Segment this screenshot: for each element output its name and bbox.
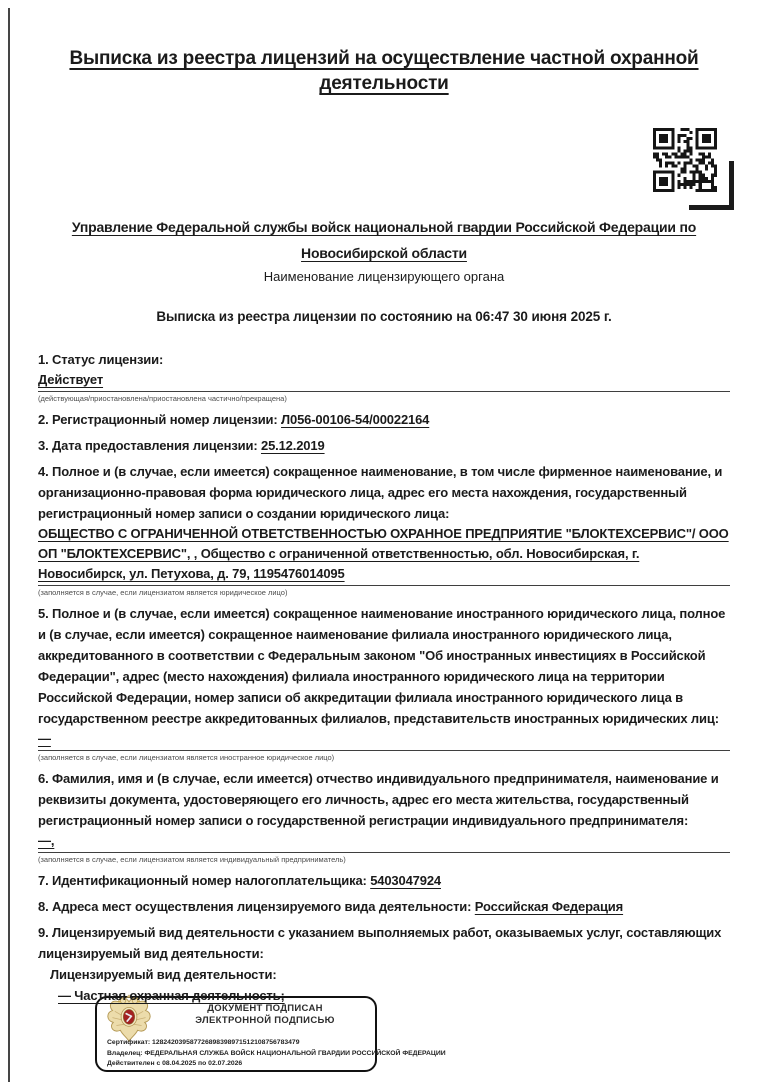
page-title: Выписка из реестра лицензий на осуществление частной охранной деятельности [69,48,699,94]
legal-entity-note: (заполняется в случае, если лицензиатом является юридическое лицо) [38,588,288,597]
addresses-value: Российская Федерация [474,899,624,914]
grant-date-label: 3. Дата предоставления лицензии: [38,438,258,453]
issuer-caption: Наименование лицензирующего органа [263,269,505,284]
activity-value: — Частная охранная деятельность; [58,988,285,1003]
individual-note: (заполняется в случае, если лицензиатом является индивидуальный предприниматель) [38,855,346,864]
item-activity [38,922,730,1006]
stamp-title-line2: ЭЛЕКТРОННОЙ ПОДПИСЬЮ [195,1015,335,1026]
extract-statement: Выписка из реестра лицензии по состоянию на 06:47 30 июня 2025 г. [156,309,612,324]
stamp-info [107,1038,446,1070]
stamp-certificate: Сертификат: 128242039587726898398971512108756783479 [107,1039,300,1046]
status-note: (действующая/приостановлена/приостановлена частично/прекращена) [38,394,287,403]
item-addresses [38,896,730,917]
legal-entity-value-line [38,524,730,586]
issuer-name: Управление Федеральной службы войск национальной гвардии Российской Федерации по Новосибирской области [71,219,697,261]
item-legal-entity [38,461,730,598]
page-left-border [8,8,10,1082]
foreign-entity-value: — [38,731,51,746]
activity-sub-label: Лицензируемый вид деятельности: [50,967,277,982]
foreign-entity-label: 5. Полное и (в случае, если имеется) сокращенное наименование иностранного юридического лица, полное и (в случае, если имеется) сокращенное наименование филиала иностранного юридического лица, аккредитованного в соответствии с Федеральным законом "Об иностранных инвестициях в Российской Федерации", адрес (место нахождения) филиала иностранного юридического лица на территории Российской Федерации, номер записи об аккредитации филиала иностранного юридического лица в государственном реестре аккредитованных филиалов, представительств иностранных юридических лиц: [38,606,726,726]
foreign-entity-value-line [38,729,730,751]
qr-block [653,128,739,216]
item-inn [38,870,730,891]
qr-corner-bracket [689,205,734,210]
legal-entity-label: 4. Полное и (в случае, если имеется) сокращенное наименование, в том числе фирменное наименование, и организационно-правовая форма юридического лица, адрес его места нахождения, государственный регистрационный номер записи о создании юридического лица: [38,464,723,521]
document-body [38,349,730,1072]
inn-value: 5403047924 [370,873,441,888]
item-status-label: 1. Статус лицензии: [38,352,164,367]
item-foreign-entity [38,603,730,763]
stamp-owner: Владелец: ФЕДЕРАЛЬНАЯ СЛУЖБА ВОЙСК НАЦИОНАЛЬНОЙ ГВАРДИИ РОССИЙСКОЙ ФЕДЕРАЦИИ [107,1049,446,1057]
qr-code [653,128,717,192]
grant-date-value: 25.12.2019 [260,438,325,453]
reg-number-value: Л056-00106-54/00022164 [281,412,430,427]
activity-label: 9. Лицензируемый вид деятельности с указанием выполняемых работ, оказываемых услуг, составляющих лицензируемый вид деятельности: [38,925,722,961]
stamp-title-line1: ДОКУМЕНТ ПОДПИСАН [207,1003,323,1014]
reg-number-label: 2. Регистрационный номер лицензии: [38,412,278,427]
individual-value: —, [38,833,55,848]
status-value-line [38,370,730,392]
qr-corner-bracket [729,161,734,210]
stamp-validity: Действителен с 08.04.2025 по 02.07.2026 [107,1060,243,1067]
item-grant-date [38,435,730,456]
addresses-label: 8. Адреса мест осуществления лицензируемого вида деятельности: [38,899,472,914]
item-individual [38,768,730,865]
status-value: Действует [38,372,104,387]
legal-entity-value: ОБЩЕСТВО С ОГРАНИЧЕННОЙ ОТВЕТСТВЕННОСТЬЮ ОХРАННОЕ ПРЕДПРИЯТИЕ "БЛОКТЕХСЕРВИС"/ ООО ОП "БЛОКТЕХСЕРВИС", , Общество с ограниченной ответственностью, обл. Новосибирская, г. Новосибирск, ул. Петухова, д. 79, 1195476014095 [38,526,729,581]
individual-value-line [38,831,730,853]
item-status [38,349,730,404]
item-reg-number [38,409,730,430]
signature-stamp [95,996,446,1072]
foreign-entity-note: (заполняется в случае, если лицензиатом является иностранное юридическое лицо) [38,753,335,762]
inn-label: 7. Идентификационный номер налогоплательщика: [38,873,367,888]
individual-label: 6. Фамилия, имя и (в случае, если имеется) отчество индивидуального предпринимателя, наименование и реквизиты документа, удостоверяющего его личность, адрес его места жительства, государственный регистрационный номер записи о государственной регистрации индивидуального предпринимателя: [38,771,719,828]
